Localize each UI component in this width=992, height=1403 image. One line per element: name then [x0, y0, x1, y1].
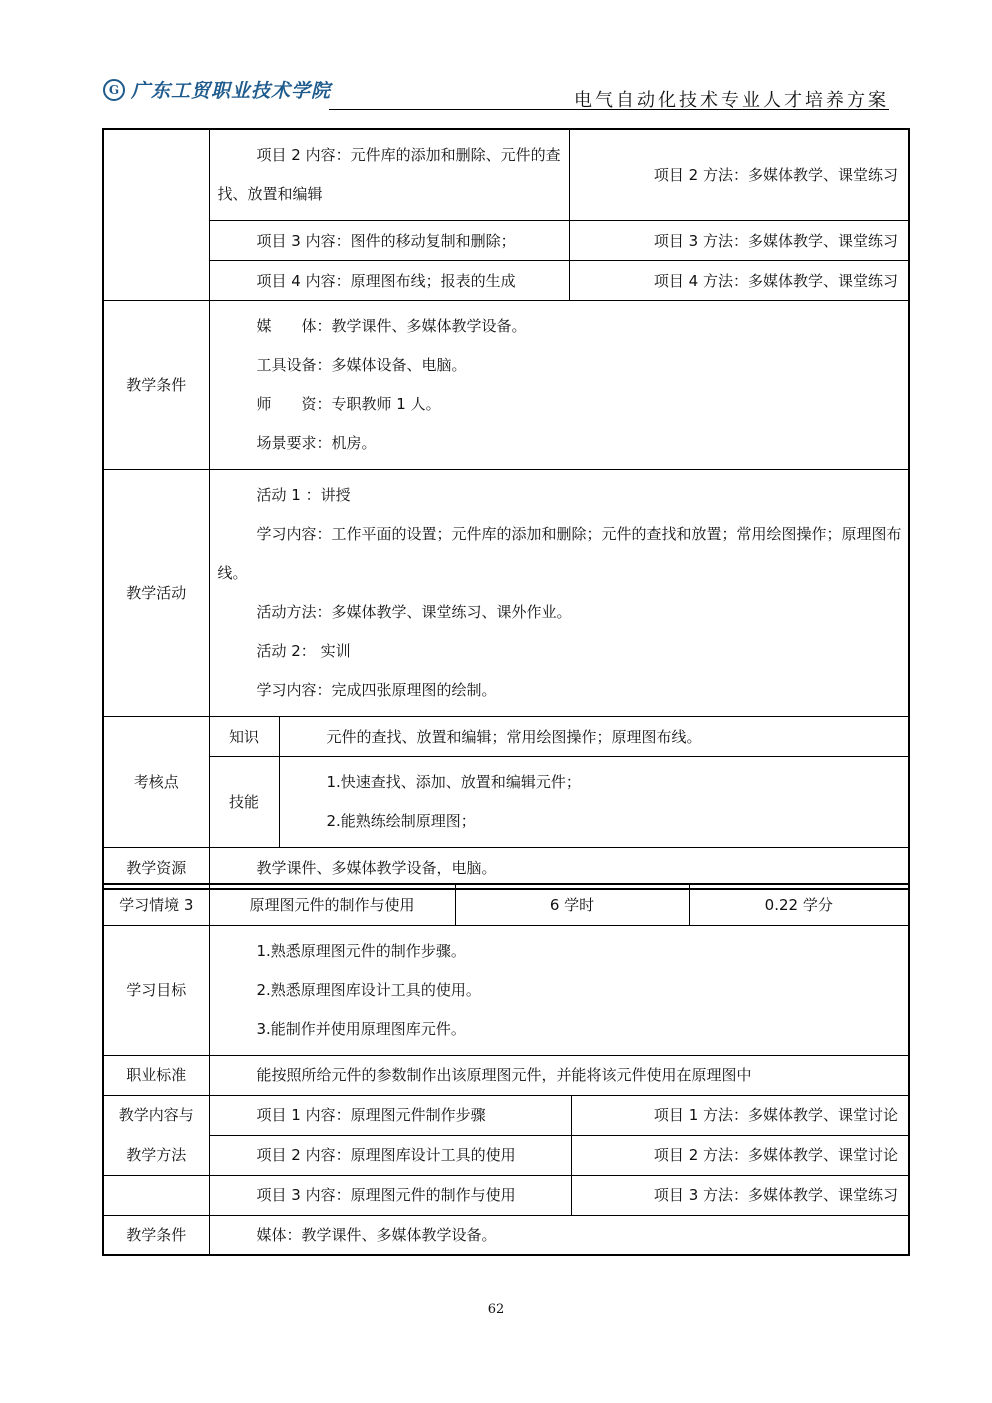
t2-item-2-method: 项目 2 方法：多媒体教学、课堂讨论 [571, 1135, 909, 1175]
goals-content: 1.熟悉原理图元件的制作步骤。 2.熟悉原理图库设计工具的使用。 3.能制作并使用原理图库元件。 [209, 925, 909, 1055]
standard-text: 能按照所给元件的参数制作出该原理图元件，并能将该元件使用在原理图中 [209, 1055, 909, 1095]
activities-content: 活动 1 ：讲授 学习内容：工作平面的设置；元件库的添加和删除；元件的查找和放置；常用绘图操作；原理图布线。 活动方法：多媒体教学、课堂练习、课外作业。 活动 2： 实训 学习内容：完成四张原理图的绘制。 [209, 470, 909, 717]
t2-item-3-method: 项目 3 方法：多媒体教学、课堂练习 [571, 1175, 909, 1215]
course-table-1 [102, 128, 910, 890]
goals-label: 学习目标 [103, 925, 209, 1055]
t2-item-2-content: 项目 2 内容：原理图库设计工具的使用 [209, 1135, 571, 1175]
item-2-content: 项目 2 内容：元件库的添加和删除、元件的查找、放置和编辑 [209, 129, 569, 221]
school-logo [103, 76, 331, 103]
item-4-method: 项目 4 方法：多媒体教学、课堂练习 [569, 261, 909, 301]
t2-item-1-method: 项目 1 方法：多媒体教学、课堂讨论 [571, 1095, 909, 1135]
empty-label-cell-2 [103, 1175, 209, 1215]
document-title: 电气自动化技术专业人才培养方案 [574, 90, 889, 111]
conditions-label: 教学条件 [103, 301, 209, 470]
header-divider [329, 109, 889, 110]
item-3-method: 项目 3 方法：多媒体教学、课堂练习 [569, 221, 909, 261]
school-emblem-icon: G [103, 79, 125, 101]
assessment-label: 考核点 [103, 717, 209, 848]
hours: 6 学时 [455, 884, 689, 925]
situation-name: 原理图元件的制作与使用 [209, 884, 455, 925]
knowledge-text: 元件的查找、放置和编辑；常用绘图操作；原理图布线。 [279, 717, 909, 757]
activities-label: 教学活动 [103, 470, 209, 717]
t2-item-1-content: 项目 1 内容：原理图元件制作步骤 [209, 1095, 571, 1135]
item-3-content: 项目 3 内容：图件的移动复制和删除； [209, 221, 569, 261]
resources-text: 教学课件、多媒体教学设备，电脑。 [209, 848, 909, 889]
item-4-content: 项目 4 内容：原理图布线；报表的生成 [209, 261, 569, 301]
standard-label: 职业标准 [103, 1055, 209, 1095]
page-number: 62 [487, 1302, 505, 1317]
content-method-label-line2: 教学方法 [103, 1135, 209, 1175]
t2-conditions-label: 教学条件 [103, 1215, 209, 1255]
skill-label: 技能 [209, 757, 279, 848]
content-method-label-line1: 教学内容与 [103, 1095, 209, 1135]
empty-label-cell [103, 129, 209, 301]
item-2-method: 项目 2 方法：多媒体教学、课堂练习 [569, 129, 909, 221]
credits: 0.22 学分 [689, 884, 909, 925]
page-header [103, 74, 889, 110]
conditions-content: 媒 体：教学课件、多媒体教学设备。 工具设备：多媒体设备、电脑。 师 资：专职教师 1 人。 场景要求：机房。 [209, 301, 909, 470]
skill-content: 1.快速查找、添加、放置和编辑元件； 2.能熟练绘制原理图； [279, 757, 909, 848]
t2-conditions-text: 媒体：教学课件、多媒体教学设备。 [209, 1215, 909, 1255]
knowledge-label: 知识 [209, 717, 279, 757]
situation-label: 学习情境 3 [103, 884, 209, 925]
resources-label: 教学资源 [103, 848, 209, 889]
course-table-2 [102, 883, 910, 1256]
t2-item-3-content: 项目 3 内容：原理图元件的制作与使用 [209, 1175, 571, 1215]
school-name: 广东工贸职业技术学院 [131, 80, 332, 102]
